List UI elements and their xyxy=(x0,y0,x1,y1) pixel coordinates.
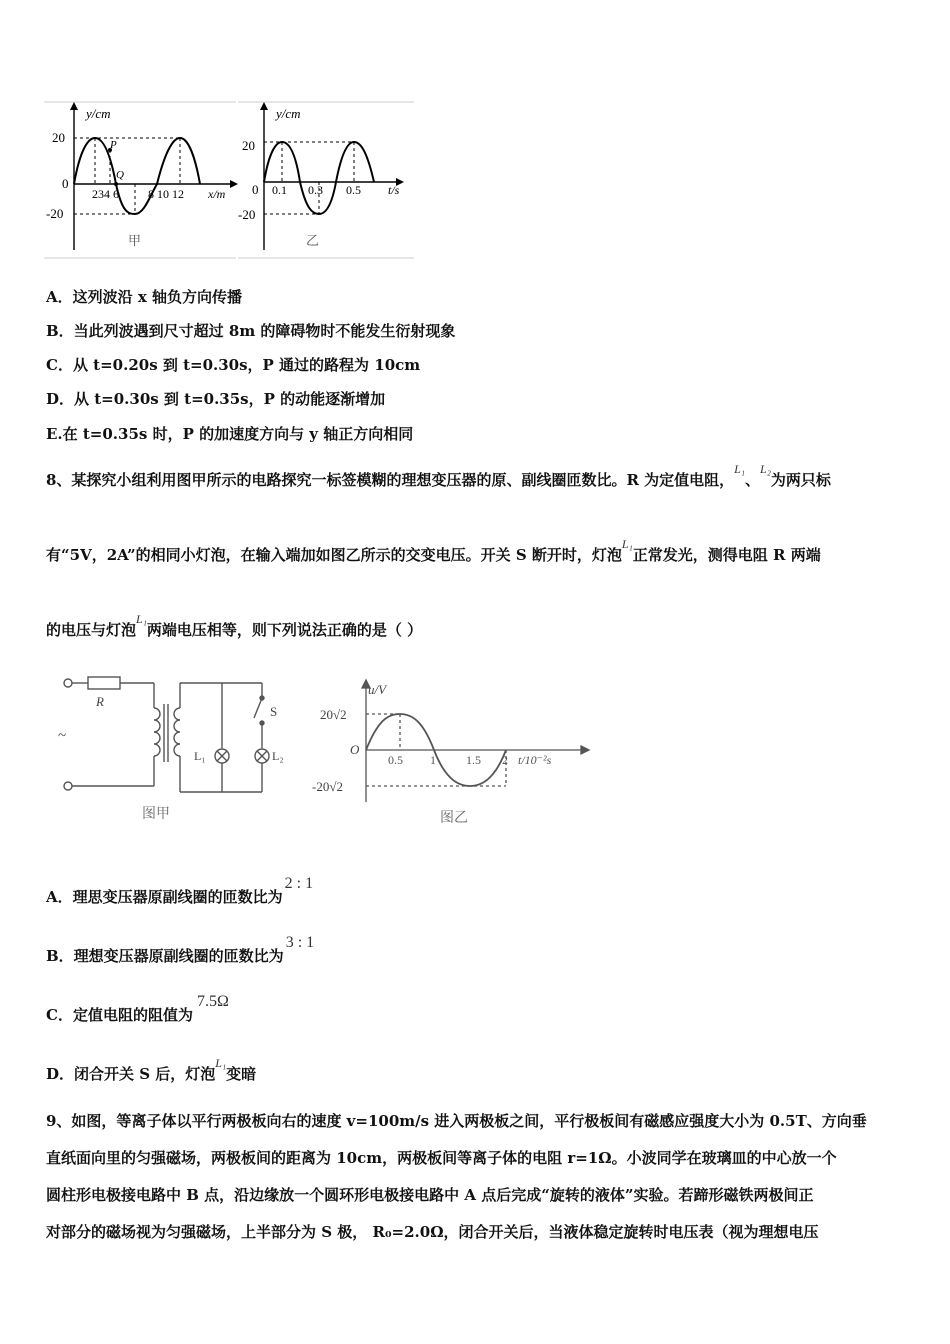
q7-option-c: C．从 t=0.20s 到 t=0.30s，P 通过的路程为 10cm xyxy=(46,356,421,374)
vibration-graph-yi xyxy=(236,100,416,260)
q9-line2: 直纸面向里的匀强磁场，两极板间的距离为 10cm，两极板间等离子体的电阻 r=1Ω。小波同学在玻璃皿的中心放一个 xyxy=(46,1149,837,1167)
q8-option-a xyxy=(46,875,314,907)
jia-origin-label: 0 xyxy=(62,176,69,191)
yi-top-label: 20 xyxy=(242,138,255,153)
yi-caption: 乙 xyxy=(306,233,320,248)
jia-xlabel: x/m xyxy=(208,187,226,201)
q8-line1-text-a: 8、某探究小组利用图甲所示的电路探究一标签模糊的理想变压器的原、副线圈匝数比。R 为定值电阻， xyxy=(46,471,735,489)
q8-line3-symbol-l1: L₁ xyxy=(136,612,147,626)
point-q-marker xyxy=(114,182,118,186)
circuit-ac-symbol: ~ xyxy=(58,728,67,744)
q8-sep: 、 xyxy=(745,471,761,489)
q8-option-b-value: 3 : 1 xyxy=(285,934,315,951)
q8-option-d xyxy=(46,1056,257,1084)
q8-line3 xyxy=(46,612,423,640)
q8-line3-text-b: 两端电压相等，则下列说法正确的是（ ） xyxy=(146,621,423,639)
jia-point-p: P xyxy=(110,139,117,151)
circuit-label-l1: L₁ xyxy=(194,749,206,763)
jia-ylabel: y/cm xyxy=(86,106,111,121)
graph-xlabel: t/10⁻²s xyxy=(518,753,552,767)
ac-voltage-graph xyxy=(306,672,596,837)
yi-t1: 0.1 xyxy=(272,183,287,197)
q8-option-b-text: B．理想变压器原副线圈的匝数比为 xyxy=(46,947,284,965)
q8-option-c-text: C．定值电阻的阻值为 xyxy=(46,1006,193,1024)
q8-option-d-text2: 变暗 xyxy=(226,1065,257,1083)
q8-option-a-value: 2 : 1 xyxy=(284,875,314,892)
circuit-label-s: S xyxy=(270,704,278,719)
graph-bottom-label: -20√2 xyxy=(312,779,343,794)
jia-top-label: 20 xyxy=(52,130,65,145)
q7-option-b: B．当此列波遇到尺寸超过 8m 的障碍物时不能发生衍射现象 xyxy=(46,322,456,340)
wave-graph-jia xyxy=(40,100,240,260)
q7-option-a: A．这列波沿 x 轴负方向传播 xyxy=(46,288,243,306)
q8-option-a-text: A．理思变压器原副线圈的匝数比为 xyxy=(46,888,283,906)
secondary-coil xyxy=(174,708,180,756)
primary-coil xyxy=(154,708,160,756)
q8-line2 xyxy=(46,537,821,565)
graph-t15: 1.5 xyxy=(466,753,481,767)
q8-symbol-l1: L₁ xyxy=(734,462,745,476)
graph-origin: O xyxy=(350,742,360,757)
jia-point-q: Q xyxy=(116,169,124,181)
q8-option-d-text: D．闭合开关 S 后，灯泡 xyxy=(46,1065,216,1083)
q8-line2-text-a: 有“5V，2A”的相同小灯泡，在输入端加如图乙所示的交变电压。开关 S 断开时，灯泡 xyxy=(46,546,622,564)
graph-t1: 1 xyxy=(430,753,436,767)
yi-bottom-label: -20 xyxy=(238,207,256,222)
graph-t05: 0.5 xyxy=(388,753,403,767)
yi-t5: 0.5 xyxy=(346,183,361,197)
q8-line2-symbol-l1: L₁ xyxy=(621,537,633,551)
q7-option-d: D．从 t=0.30s 到 t=0.35s，P 的动能逐渐增加 xyxy=(46,390,386,408)
q9-line4: 对部分的磁场视为匀强磁场，上半部分为 S 极， R₀=2.0Ω，闭合开关后，当液体稳定旋转时电压表（视为理想电压 xyxy=(46,1223,819,1241)
q9-line3: 圆柱形电极接电路中 B 点，沿边缘放一个圆环形电极接电路中 A 点后完成“旋转的液体”实验。若蹄形磁铁两极间正 xyxy=(46,1186,814,1204)
q8-symbol-l2: L₂ xyxy=(760,462,771,476)
circuit-label-r: R xyxy=(96,694,104,709)
jia-xticks2: 8 10 12 xyxy=(148,187,184,201)
q8-option-d-symbol: L₁ xyxy=(215,1056,227,1070)
yi-xlabel: t/s xyxy=(388,183,400,197)
q8-option-b xyxy=(46,934,315,966)
jia-xticks: 234 6 xyxy=(92,187,119,201)
graph-caption: 图乙 xyxy=(440,811,468,826)
q7-option-e: E.在 t=0.35s 时，P 的加速度方向与 y 轴正方向相同 xyxy=(46,425,414,443)
yi-ylabel: y/cm xyxy=(276,106,301,121)
jia-caption: 甲 xyxy=(128,233,142,248)
q8-option-c xyxy=(46,993,229,1025)
q8-line2-text-b: 正常发光，测得电阻 R 两端 xyxy=(632,546,821,564)
yi-t3: 0.3 xyxy=(308,183,323,197)
circuit-label-l2: L₂ xyxy=(272,749,284,763)
switch-s xyxy=(254,698,262,718)
graph-t2: 2 xyxy=(502,753,508,767)
q8-line1-text-b: 为两只标 xyxy=(770,471,831,489)
q8-option-c-value: 7.5Ω xyxy=(196,993,229,1010)
graph-ylabel: u/V xyxy=(368,682,387,697)
graph-top-label: 20√2 xyxy=(320,707,347,722)
q9-line1: 9、如图，等离子体以平行两极板向右的速度 v=100m/s 进入两极板之间，平行极板间有磁感应强度大小为 0.5T、方向垂 xyxy=(46,1112,867,1130)
q8-line1 xyxy=(46,462,831,490)
circuit-caption: 图甲 xyxy=(142,807,170,822)
transformer-circuit-diagram xyxy=(50,668,300,833)
jia-bottom-label: -20 xyxy=(46,206,64,221)
q8-line3-text-a: 的电压与灯泡 xyxy=(46,621,137,639)
resistor-r xyxy=(88,677,120,689)
yi-origin-label: 0 xyxy=(252,182,259,197)
